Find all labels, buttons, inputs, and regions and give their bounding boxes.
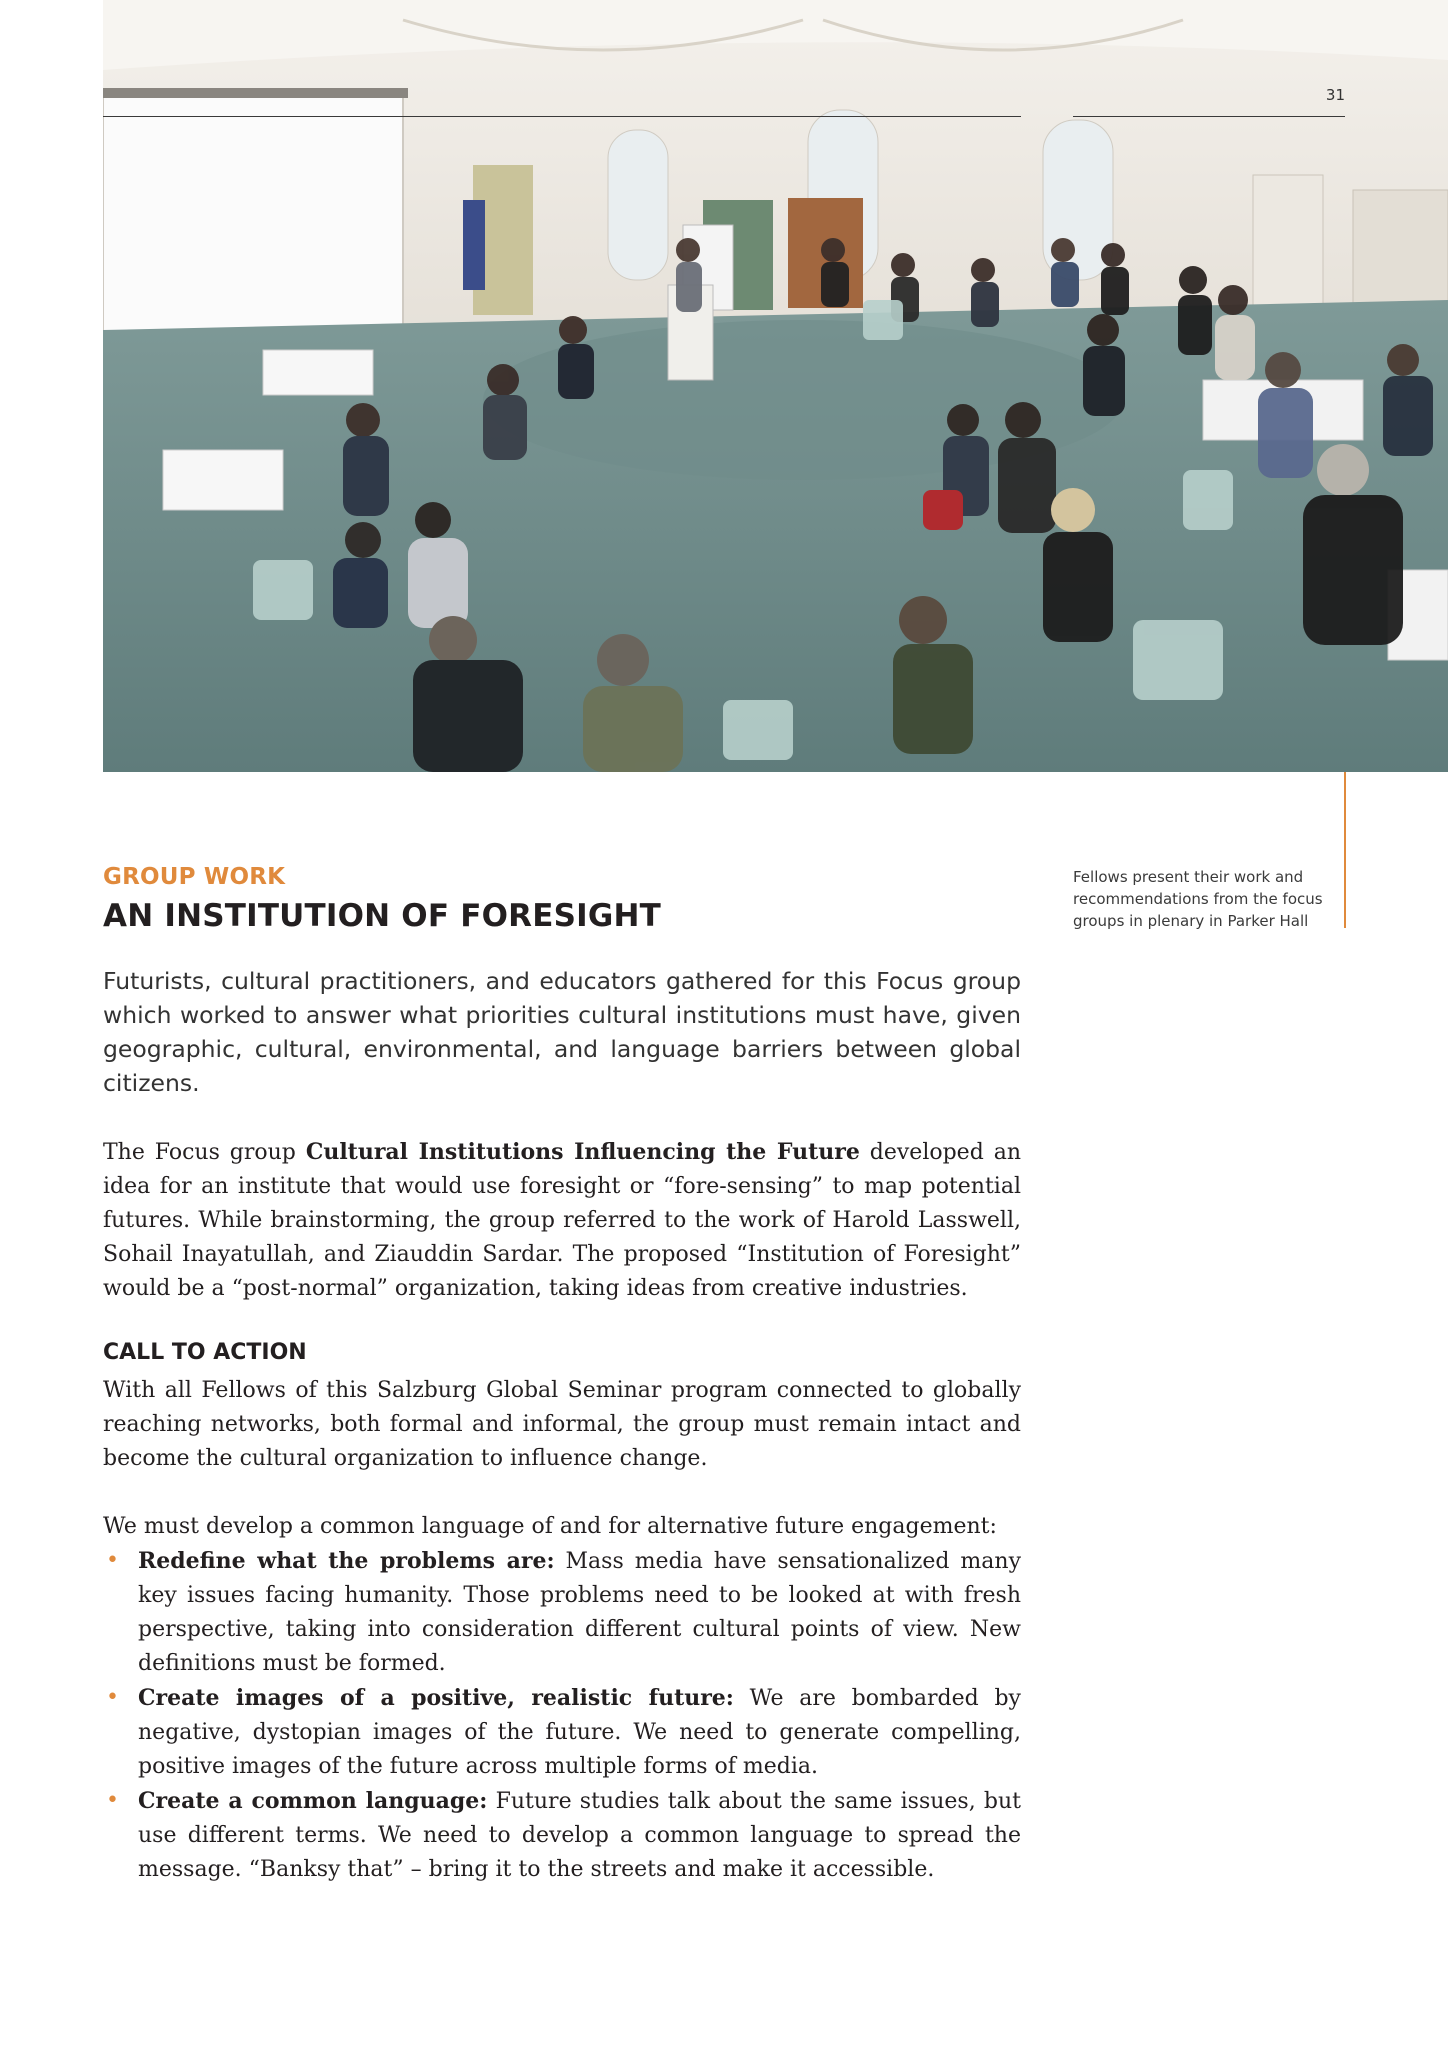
- bullet-icon: •: [106, 1548, 119, 1573]
- bullet-icon: •: [106, 1788, 119, 1813]
- photo-caption: Fellows present their work and recommendations from the focus groups in plenary in Parker Hall: [1073, 868, 1323, 930]
- body-text-before: The Focus group: [103, 1140, 306, 1165]
- page-number: 31: [1325, 86, 1345, 104]
- list-item-text: Mass media have sensationalized many key issues facing humanity. Those problems need to be looked at with fresh perspective, taking into consideration different cultural points of view. New definitions must be formed.: [138, 1549, 1021, 1676]
- list-item-title: Create images of a positive, realistic future:: [138, 1685, 734, 1711]
- focus-group-name: Cultural Institutions Influencing the Future: [305, 1139, 860, 1165]
- header-rule-right: [1073, 116, 1345, 117]
- section-kicker: GROUP WORK: [103, 864, 286, 890]
- list-item: [103, 1544, 1021, 1681]
- call-to-action-heading: CALL TO ACTION: [103, 1340, 307, 1365]
- recommendations-list: [103, 1544, 1021, 1887]
- intro-paragraph: Futurists, cultural practitioners, and educators gathered for this Focus group which worked to answer what priorities cultural institutions must have, given geographic, cultural, environmental, and language barriers between global citizens.: [103, 967, 1021, 1097]
- list-item: [103, 1784, 1021, 1887]
- list-intro: We must develop a common language of and for alternative future engagement:: [103, 1514, 997, 1539]
- list-item-title: Redefine what the problems are:: [138, 1548, 555, 1574]
- article-headline: AN INSTITUTION OF FORESIGHT: [103, 898, 661, 934]
- body-text-after: developed an idea for an institute that would use foresight or “fore-sensing” to map potential futures. While brainstorming, the group referred to the work of Harold Lasswell, Sohail Inayatullah, and Ziauddin Sardar. The proposed “Institution of Foresight” would be a “post-normal” organization, taking ideas from creative industries.: [103, 1140, 1021, 1301]
- list-item-title: Create a common language:: [138, 1788, 488, 1814]
- bullet-icon: •: [106, 1685, 119, 1710]
- list-item-text: Future studies talk about the same issues, but use different terms. We need to develop a common language to spread the message. “Banksy that” – bring it to the streets and make it accessible.: [138, 1789, 1021, 1882]
- header-rule-left: [103, 116, 1021, 117]
- call-to-action-paragraph: With all Fellows of this Salzburg Global Seminar program connected to globally reaching networks, both formal and informal, the group must remain intact and become the cultural organization to influence change.: [103, 1378, 1021, 1471]
- list-item: [103, 1681, 1021, 1784]
- list-item-text: We are bombarded by negative, dystopian images of the future. We need to generate compelling, positive images of the future across multiple forms of media.: [138, 1686, 1021, 1779]
- caption-accent-rule: [1344, 772, 1346, 928]
- body-paragraph-focus-group: [103, 1135, 1021, 1306]
